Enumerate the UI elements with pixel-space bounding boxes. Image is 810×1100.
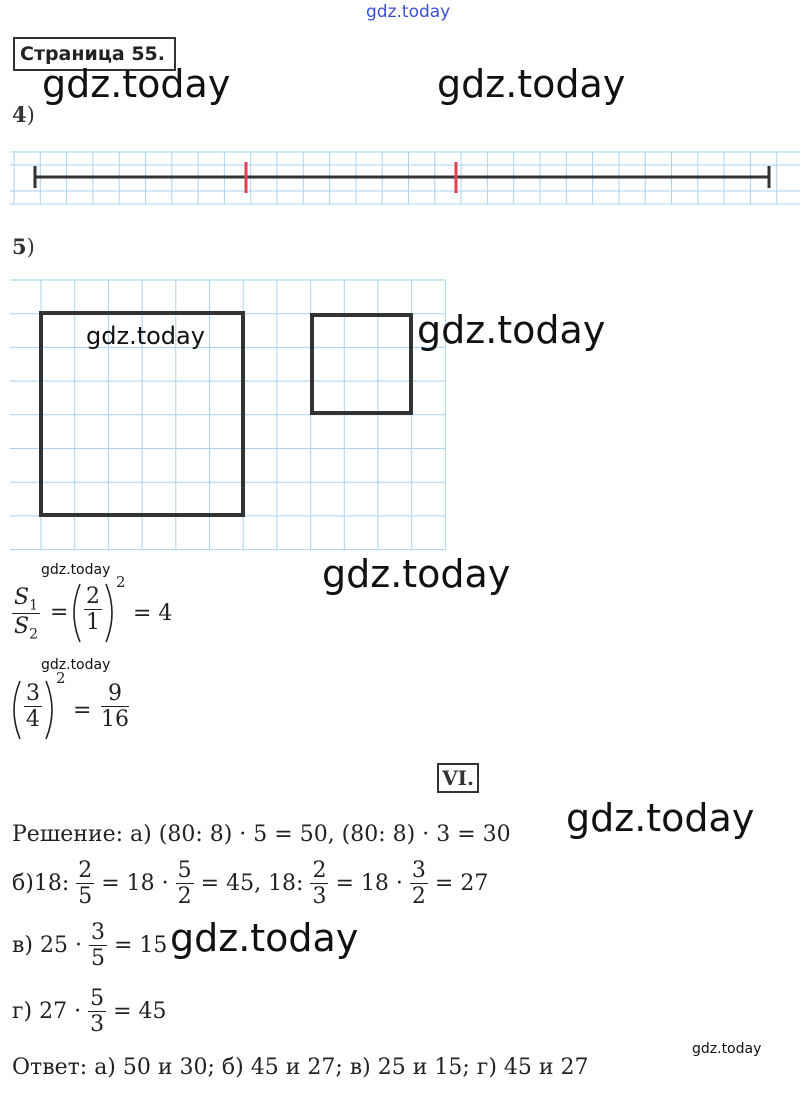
fraction-denominator: 2	[411, 884, 426, 910]
solution-line-d	[12, 986, 167, 1038]
watermark: gdz.today	[566, 796, 755, 840]
watermark: gdz.today	[41, 657, 111, 673]
task-5-label	[12, 234, 35, 259]
exponent: 2	[116, 573, 126, 591]
task-paren: )	[26, 103, 35, 127]
fraction-numerator: 3	[411, 858, 426, 883]
ratio-base-fraction	[84, 584, 102, 636]
fraction-denominator: 2	[177, 884, 192, 910]
paren-right-2	[46, 681, 52, 739]
task-number: 5	[12, 234, 27, 259]
page-title: Страница 55.	[13, 37, 176, 71]
text: = 15	[113, 932, 168, 958]
fraction-numerator: 3	[90, 920, 105, 945]
watermark-top: gdz.today	[366, 2, 451, 22]
fraction-denominator: 4	[26, 707, 40, 733]
fraction-denominator: 3	[312, 884, 327, 910]
text: г) 27 ·	[12, 998, 82, 1024]
fraction-denominator: 5	[78, 884, 93, 910]
fraction-numerator: 5	[90, 986, 105, 1011]
s1: $S_1$	[14, 585, 38, 614]
text: = 18 ·	[101, 870, 169, 896]
paren-left-1	[74, 584, 80, 642]
fraction-numerator: 2	[78, 858, 93, 883]
fraction-denominator: 16	[101, 707, 129, 733]
watermark: gdz.today	[322, 552, 511, 596]
ratio2-result-fraction	[101, 681, 129, 733]
watermark: gdz.today	[437, 62, 626, 106]
watermark: gdz.today	[692, 1041, 762, 1057]
fraction-numerator: 9	[101, 681, 129, 707]
solution-line-b	[12, 858, 488, 910]
task-number: 4	[12, 102, 27, 127]
fraction-numerator: 2	[312, 858, 327, 883]
paren-left-2	[14, 681, 20, 739]
ratio2-base-fraction	[24, 681, 42, 733]
text: в) 25 ·	[12, 932, 82, 958]
watermark: gdz.today	[170, 916, 359, 960]
task-paren: )	[26, 235, 35, 259]
watermark: gdz.today	[417, 308, 606, 352]
text: б)18:	[12, 870, 70, 896]
fraction-denominator: 5	[90, 946, 105, 972]
watermark: gdz.today	[41, 562, 111, 578]
watermark: gdz.today	[42, 62, 231, 106]
paren-right-1	[106, 584, 112, 642]
fraction-numerator: 5	[177, 858, 192, 883]
fraction-numerator: 2	[86, 584, 100, 609]
s2: $S_2$	[14, 614, 38, 643]
solution-line-c	[12, 920, 167, 972]
exponent: 2	[56, 669, 66, 687]
ratio-result: = 4	[133, 601, 173, 626]
text: = 18 ·	[335, 870, 403, 896]
solution-line-a: Решение: а) (80: 8) · 5 = 50, (80: 8) · 3 = 30	[12, 822, 511, 847]
equals-sign: =	[73, 698, 92, 723]
small-square	[312, 315, 411, 413]
text: = 45	[113, 998, 167, 1024]
watermark: gdz.today	[86, 322, 205, 350]
fraction-denominator: 3	[90, 1012, 105, 1038]
text: = 27	[434, 870, 489, 896]
fraction-denominator: 1	[86, 610, 100, 636]
answer-line: Ответ: а) 50 и 30; б) 45 и 27; в) 25 и 15; г) 45 и 27	[12, 1055, 589, 1080]
ratio-s-fraction	[12, 585, 40, 643]
section-heading: VI.	[437, 763, 479, 793]
equals-sign: =	[50, 600, 69, 625]
text: = 45, 18:	[200, 870, 304, 896]
fraction-numerator: 3	[26, 681, 40, 706]
